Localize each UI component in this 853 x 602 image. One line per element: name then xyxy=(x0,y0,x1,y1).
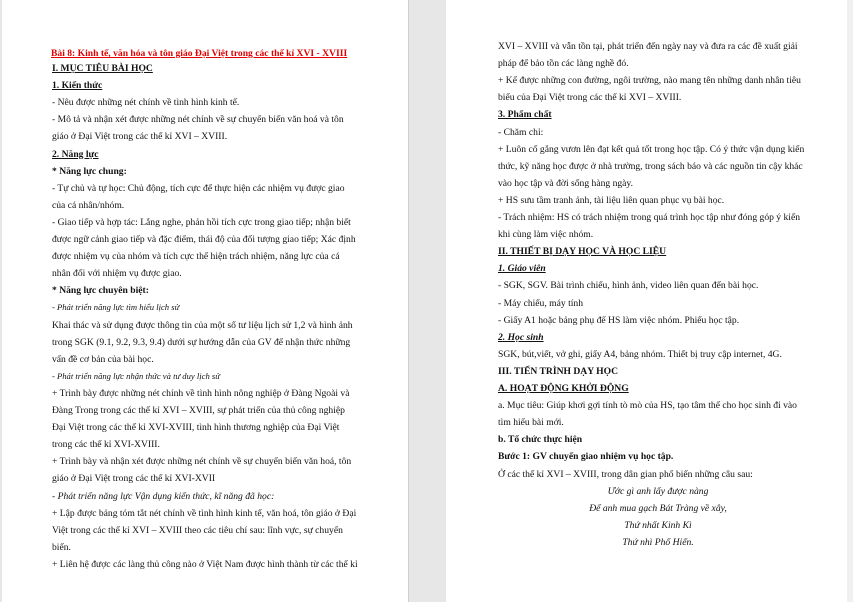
text-line: của cá nhân/nhóm. xyxy=(52,199,125,211)
text-line: - Phát triển năng lực nhận thức và tư duy lịch sử xyxy=(52,370,220,381)
text-line: tìm hiểu bài mới. xyxy=(498,417,564,429)
text-line: Bước 1: GV chuyển giao nhiệm vụ học tập. xyxy=(498,451,674,463)
text-line: Đại Việt trong các thế kỉ XVI-XVIII, tình hình thương nghiệp của Đại Việt xyxy=(52,422,340,434)
page-divider xyxy=(408,0,409,602)
text-line: - Tự chủ và tự học: Chủ động, tích cực để thực hiện các nhiệm vụ được giao xyxy=(52,182,345,194)
text-line: b. Tổ chức thực hiện xyxy=(498,434,583,446)
text-line: - SGK, SGV. Bài trình chiếu, hình ảnh, video liên quan đến bài học. xyxy=(498,280,759,292)
text-line: - Giao tiếp và hợp tác: Lắng nghe, phản hồi tích cực trong giao tiếp; nhận biết xyxy=(52,216,351,228)
text-line: 1. Kiến thức xyxy=(52,80,103,92)
text-line: thức, kỹ năng học được ở nhà trường, trong sách báo và các nguồn tin cậy khác xyxy=(498,160,803,172)
text-line: - Chăm chỉ: xyxy=(498,126,544,138)
text-line: + HS sưu tầm tranh ảnh, tài liệu liên quan phục vụ bài học. xyxy=(498,194,725,206)
text-line: trong các thế kỉ XVI-XVIII. xyxy=(52,439,160,451)
text-line: - Mô tả và nhận xét được những nét chính về sự chuyển biến văn hoá và tôn xyxy=(52,114,344,126)
text-line: - Trách nhiệm: HS có trách nhiệm trong quá trình học tập như đóng góp ý kiến xyxy=(498,212,801,223)
text-line: * Năng lực chuyên biệt: xyxy=(52,285,149,297)
text-line: + Liên hệ được các làng thủ công nào ở Việt Nam được hình thành từ các thế kỉ xyxy=(52,558,358,570)
text-line: - Nêu được những nét chính về tình hình kinh tế. xyxy=(52,97,240,109)
text-line: biến. xyxy=(52,541,71,553)
text-line: - Máy chiếu, máy tính xyxy=(498,297,583,309)
text-line: vấn đề cơ bản của bài học. xyxy=(52,353,154,365)
text-line: + Trình bày được những nét chính về tình hình nông nghiệp ở Đàng Ngoài và xyxy=(52,387,350,399)
text-line: III. TIẾN TRÌNH DẠY HỌC xyxy=(498,365,619,377)
document-page-right xyxy=(446,0,853,602)
text-line: 3. Phẩm chất xyxy=(498,109,552,121)
text-line: được ngữ cảnh giao tiếp và đặc điểm, thái độ của đối tượng giao tiếp; Xác định xyxy=(52,234,356,245)
text-line: biểu của Đại Việt trong các thế kỉ XVI – XVIII. xyxy=(498,92,682,104)
text-line: + Luôn cố gắng vươn lên đạt kết quả tốt trong học tập. Có ý thức vận dụng kiến xyxy=(498,143,805,155)
lesson-title: Bài 8: Kinh tế, văn hóa và tôn giáo Đại Việt trong các thế kỉ XVI - XVIII xyxy=(51,48,348,59)
text-line: Thứ nhất Kinh Kì xyxy=(624,519,692,531)
text-line: - Giấy A1 hoặc bảng phụ để HS làm việc nhóm. Phiếu học tập. xyxy=(498,314,740,326)
text-line: + Kể được những con đường, ngôi trường, nào mang tên những danh nhân tiêu xyxy=(498,75,801,87)
text-line: I. MỤC TIÊU BÀI HỌC xyxy=(52,63,153,74)
text-line: A. HOẠT ĐỘNG KHỞI ĐỘNG xyxy=(498,383,629,394)
text-line: vào học tập và đời sống hàng ngày. xyxy=(498,177,634,189)
text-line: Để anh mua gạch Bát Tràng về xây, xyxy=(589,502,727,514)
text-line: Thứ nhì Phố Hiến. xyxy=(622,536,694,548)
text-line: Việt trong các thế kỉ XVI – XVIII theo các tiêu chí sau: lĩnh vực, sự chuyển xyxy=(52,524,343,536)
text-line: trong SGK (9.1, 9.2, 9.3, 9.4) dưới sự hướng dẫn của GV để nhận thức những xyxy=(52,336,351,348)
text-line: 2. Học sinh xyxy=(498,331,544,343)
text-line: XVI – XVIII và vẫn tồn tại, phát triển đến ngày nay và đưa ra các đề xuất giải xyxy=(498,41,798,52)
text-line: giáo ở Đại Việt trong các thế kỉ XVI – XVIII. xyxy=(52,131,228,143)
text-line: - Phát triển năng lực Vận dụng kiến thức, kĩ năng đã học: xyxy=(52,490,275,502)
text-line: được nhiệm vụ của nhóm và tích cực thể hiện trách nhiệm, năng lực của cá xyxy=(52,251,340,263)
vertical-scrollbar[interactable] xyxy=(847,0,853,602)
text-line: Ở các thế kỉ XVI – XVIII, trong dân gian phổ biến những câu sau: xyxy=(498,468,753,480)
text-line: - Phát triển năng lực tìm hiểu lịch sử xyxy=(52,302,180,313)
text-line: + Trình bày và nhận xét được những nét chính về sự chuyển biến văn hoá, tôn xyxy=(52,456,352,468)
text-line: Đàng Trong trong các thế kỉ XVI – XVIII, sự phát triển của thủ công nghiệp xyxy=(52,405,345,416)
text-line: nhân đối với nhiệm vụ được giao. xyxy=(52,268,182,280)
text-line: II. THIẾT BỊ DẠY HỌC VÀ HỌC LIỆU xyxy=(498,246,667,258)
document-page-left xyxy=(2,0,408,602)
text-line: pháp để bảo tồn các làng nghề đó. xyxy=(498,58,629,70)
text-line: + Lập được bảng tóm tắt nét chính về tình hình kinh tế, văn hoá, tôn giáo ở Đại xyxy=(52,507,357,519)
text-line: 2. Năng lực xyxy=(52,148,99,160)
text-line: SGK, bút,viết, vở ghi, giấy A4, bảng nhóm. Thiết bị truy cập internet, 4G. xyxy=(498,348,782,360)
text-line: Khai thác và sử dụng được thông tin của một số tư liệu lịch sử 1,2 và hình ảnh xyxy=(52,319,353,331)
text-line: * Năng lực chung: xyxy=(52,165,127,177)
text-line: 1. Giáo viên xyxy=(498,263,546,275)
text-line: giáo ở Đại Việt trong các thế kỉ XVI-XVII xyxy=(52,473,216,485)
text-line: Ước gì anh lấy được nàng xyxy=(607,485,709,497)
text-line: khi cùng làm việc nhóm. xyxy=(498,229,594,241)
text-line: a. Mục tiêu: Giúp khơi gợi tính tò mò của HS, tạo tâm thế cho học sinh đi vào xyxy=(498,400,797,412)
